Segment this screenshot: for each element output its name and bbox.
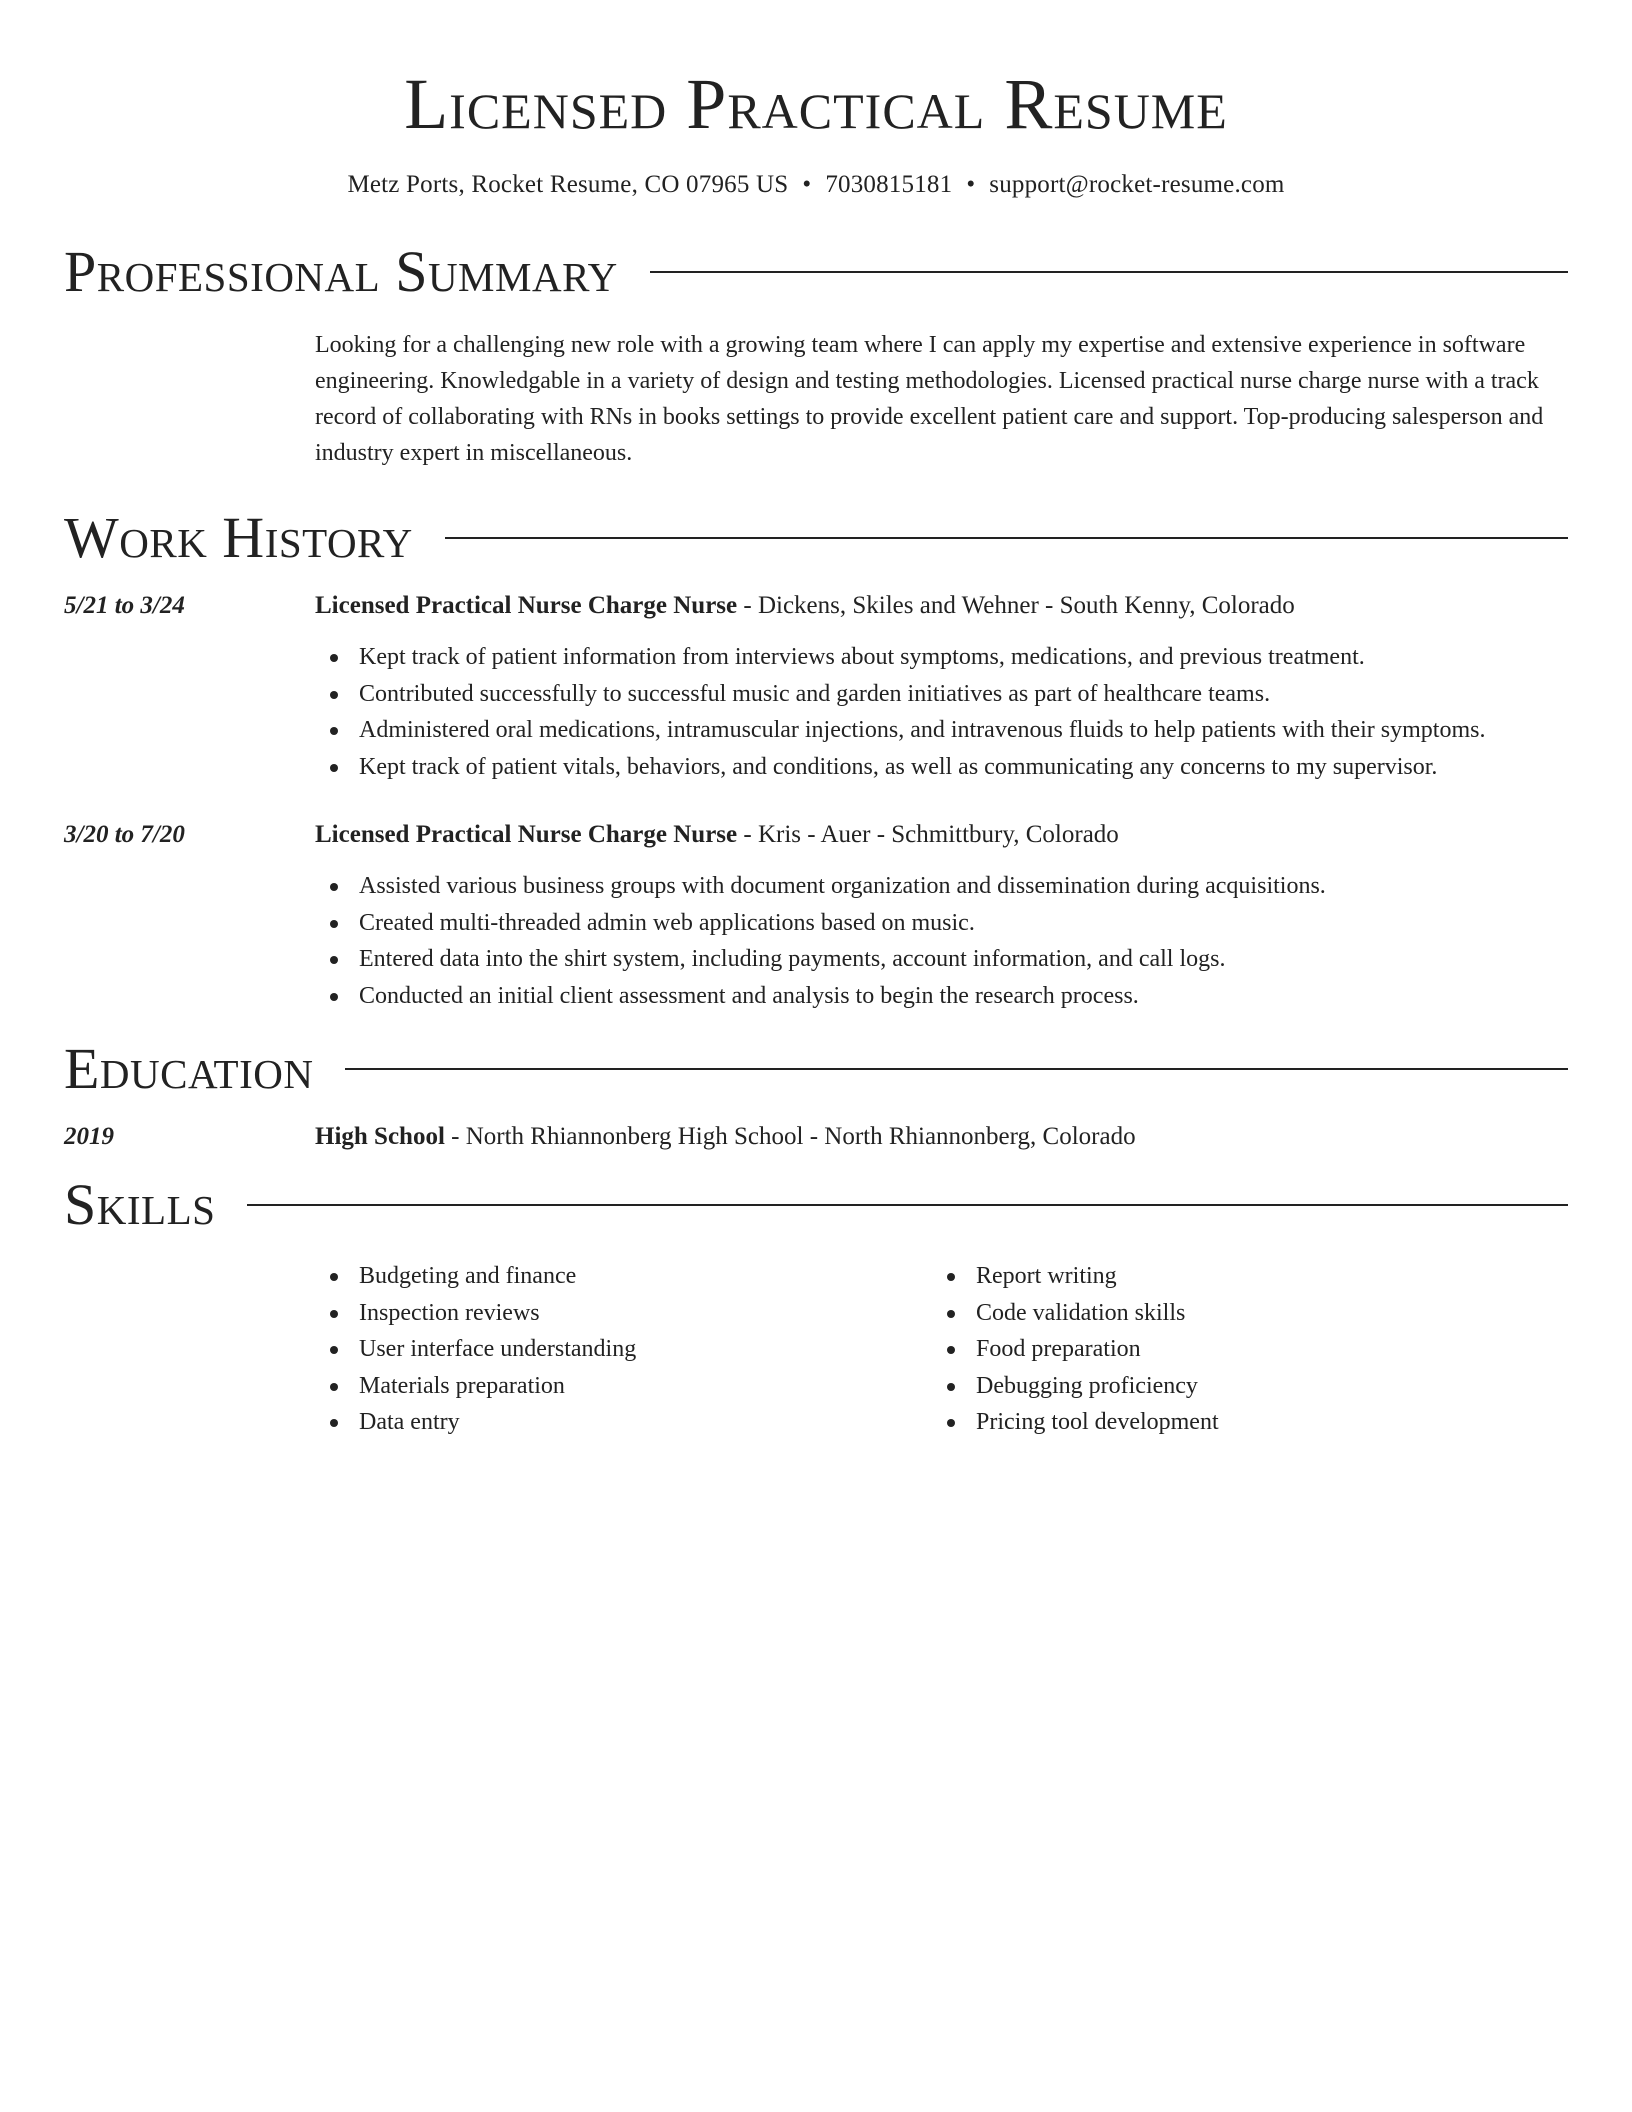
job-title: Licensed Practical Nurse Charge Nurse (315, 821, 738, 848)
education-section-header (64, 1034, 1568, 1104)
skills-list-left (315, 1258, 932, 1441)
work-section-header (64, 503, 1568, 573)
contact-line (64, 168, 1568, 202)
skill-item: User interface understanding (315, 1331, 932, 1368)
skills-section-header (64, 1170, 1568, 1240)
job-employer: - Kris - Auer - Schmittbury, Colorado (737, 821, 1119, 848)
contact-separator: • (802, 171, 812, 198)
skill-item: Materials preparation (315, 1368, 932, 1405)
contact-email: support@rocket-resume.com (989, 171, 1285, 198)
job-dates: 5/21 to 3/24 (64, 592, 185, 619)
section-divider (650, 271, 1568, 273)
job-heading (315, 589, 1568, 623)
job-entry (64, 818, 1568, 1014)
skills-block (64, 1240, 1568, 1441)
contact-phone: 7030815181 (825, 171, 953, 198)
education-entry (64, 1120, 1568, 1154)
resume-page (64, 0, 1568, 1441)
education-heading: Education (64, 1036, 314, 1101)
skill-item: Debugging proficiency (932, 1368, 1549, 1405)
skills-heading: Skills (64, 1172, 216, 1237)
skill-item: Budgeting and finance (315, 1258, 932, 1295)
education-year: 2019 (64, 1123, 114, 1150)
list-item: Conducted an initial client assessment and analysis to begin the research process. (315, 978, 1568, 1015)
summary-text: Looking for a challenging new role with a growing team where I can apply my expertise and extensive experience in software engineering. Knowledgable in a variety of design and testing methodologies. Licensed practical nurse charge nurse with a track record of collaborating with RNs in books settings to provide excellent patient care and support. Top-producing salesperson and industry expert in miscellaneous. (315, 332, 1544, 466)
education-degree: High School (315, 1123, 445, 1150)
section-divider (345, 1068, 1568, 1070)
contact-address: Metz Ports, Rocket Resume, CO 07965 US (347, 171, 789, 198)
job-dates: 3/20 to 7/20 (64, 821, 185, 848)
job-title: Licensed Practical Nurse Charge Nurse (315, 592, 738, 619)
resume-title: Licensed Practical Resume (404, 64, 1228, 144)
summary-block (64, 327, 1568, 471)
skills-list-right (932, 1258, 1549, 1441)
list-item: Entered data into the shirt system, including payments, account information, and call logs. (315, 941, 1568, 978)
job-duties (315, 868, 1568, 1014)
skill-item: Pricing tool development (932, 1404, 1549, 1441)
job-duties (315, 639, 1568, 785)
job-employer: - Dickens, Skiles and Wehner - South Kenny, Colorado (737, 592, 1295, 619)
job-heading (315, 818, 1568, 852)
summary-heading: Professional Summary (64, 239, 618, 304)
skill-item: Report writing (932, 1258, 1549, 1295)
skill-item: Food preparation (932, 1331, 1549, 1368)
list-item: Kept track of patient vitals, behaviors, and conditions, as well as communicating any concerns to my supervisor. (315, 749, 1568, 786)
list-item: Kept track of patient information from interviews about symptoms, medications, and previous treatment. (315, 639, 1568, 676)
skill-item: Data entry (315, 1404, 932, 1441)
section-divider (445, 537, 1568, 539)
job-entry (64, 589, 1568, 785)
list-item: Contributed successfully to successful music and garden initiatives as part of healthcare teams. (315, 676, 1568, 713)
list-item: Created multi-threaded admin web applications based on music. (315, 905, 1568, 942)
contact-separator: • (966, 171, 976, 198)
education-school: - North Rhiannonberg High School - North Rhiannonberg, Colorado (444, 1123, 1136, 1150)
skill-item: Inspection reviews (315, 1295, 932, 1332)
list-item: Assisted various business groups with document organization and dissemination during acquisitions. (315, 868, 1568, 905)
list-item: Administered oral medications, intramuscular injections, and intravenous fluids to help patients with their symptoms. (315, 712, 1568, 749)
summary-section-header (64, 237, 1568, 307)
section-divider (247, 1204, 1568, 1206)
work-heading: Work History (64, 505, 413, 570)
skill-item: Code validation skills (932, 1295, 1549, 1332)
